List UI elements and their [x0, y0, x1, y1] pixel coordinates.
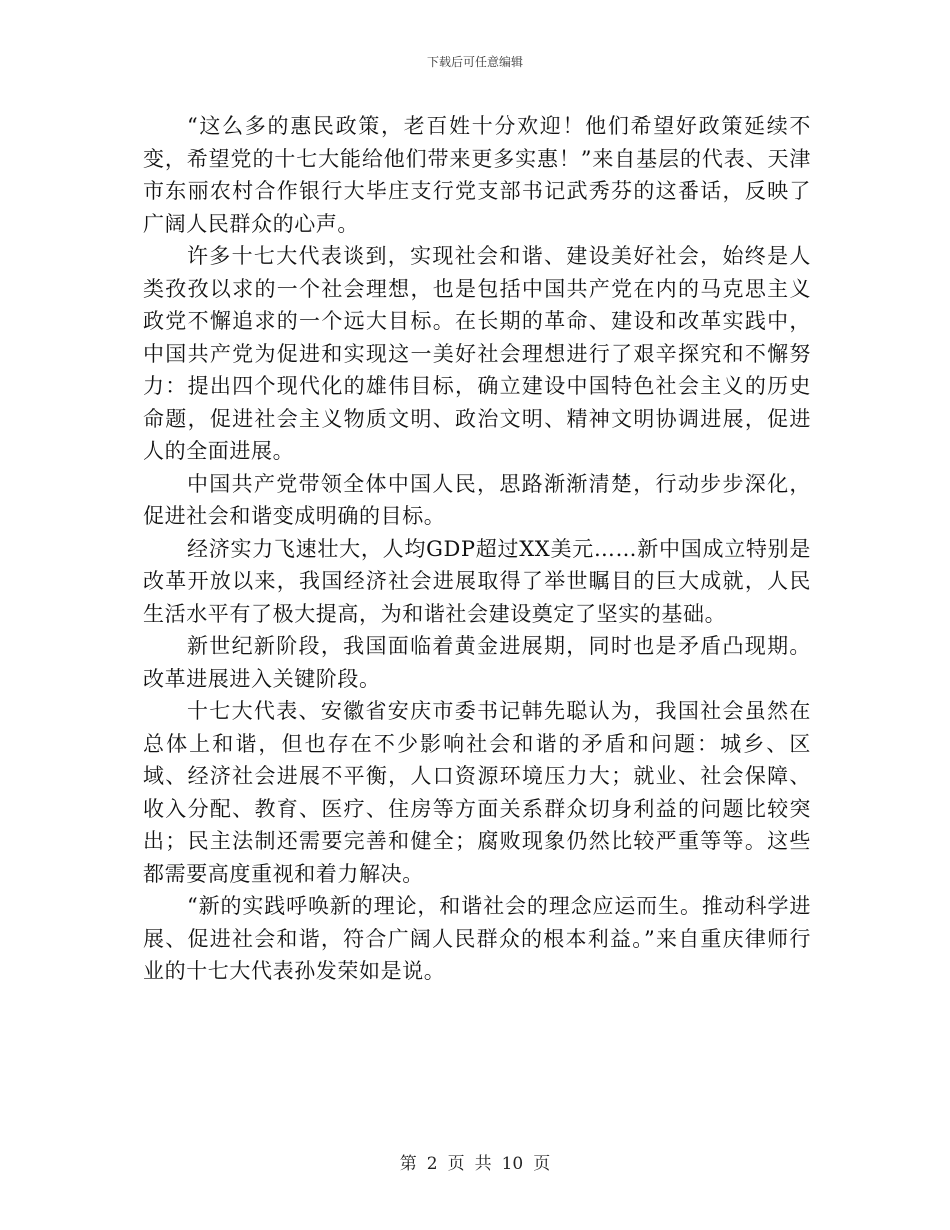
page-footer: [0, 1153, 950, 1175]
footer-total-pages: 10: [501, 1154, 524, 1174]
paragraph-1: “这么多的惠民政策，老百姓十分欢迎！他们希望好政策延续不变，希望党的十七大能给他们带来更多实惠！”来自基层的代表、天津市东丽农村合作银行大毕庄支行党支部书记武秀芬的这番话，反映了广阔人民群众的心声。: [143, 114, 811, 236]
paragraph-4: 经济实力飞速壮大，人均GDP超过XX美元……新中国成立特别是改革开放以来，我国经济社会进展取得了举世瞩目的巨大成就，人民生活水平有了极大提高，为和谐社会建设奠定了坚实的基础。: [143, 536, 811, 626]
paragraph-5: 新世纪新阶段，我国面临着黄金进展期，同时也是矛盾凸现期。改革进展进入关键阶段。: [143, 634, 811, 691]
page-header-note: 下载后可任意编辑: [426, 55, 523, 69]
footer-page-suffix: 页: [533, 1154, 551, 1174]
footer-total-prefix: 共: [474, 1154, 492, 1174]
paragraph-7: “新的实践呼唤新的理论，和谐社会的理念应运而生。推动科学进展、促进社会和谐，符合广阔人民群众的根本利益。”来自重庆律师行业的十七大代表孙发荣如是说。: [143, 894, 811, 983]
footer-page-prefix: 第: [399, 1154, 417, 1174]
document-body: [143, 110, 811, 988]
paragraph-6: 十七大代表、安徽省安庆市委书记韩先聪认为，我国社会虽然在总体上和谐，但也存在不少影响社会和谐的矛盾和问题：城乡、区域、经济社会进展不平衡，人口资源环境压力大；就业、社会保障、收入分配、教育、医疗、住房等方面关系群众切身利益的问题比较突出；民主法制还需要完善和健全；腐败现象仍然比较严重等等。这些都需要高度重视和着力解决。: [143, 699, 811, 886]
paragraph-2: 许多十七大代表谈到，实现社会和谐、建设美好社会，始终是人类孜孜以求的一个社会理想，也是包括中国共产党在内的马克思主义政党不懈追求的一个远大目标。在长期的革命、建设和改革实践中，中国共产党为促进和实现这一美好社会理想进行了艰辛探究和不懈努力：提出四个现代化的雄伟目标，确立建设中国特色社会主义的历史命题，促进社会主义物质文明、政治文明、精神文明协调进展，促进人的全面进展。: [143, 244, 811, 463]
footer-page-word: 页: [447, 1154, 465, 1174]
footer-current-page: 2: [426, 1154, 438, 1174]
paragraph-3: 中国共产党带领全体中国人民，思路渐渐清楚，行动步步深化，促进社会和谐变成明确的目标。: [143, 471, 811, 528]
